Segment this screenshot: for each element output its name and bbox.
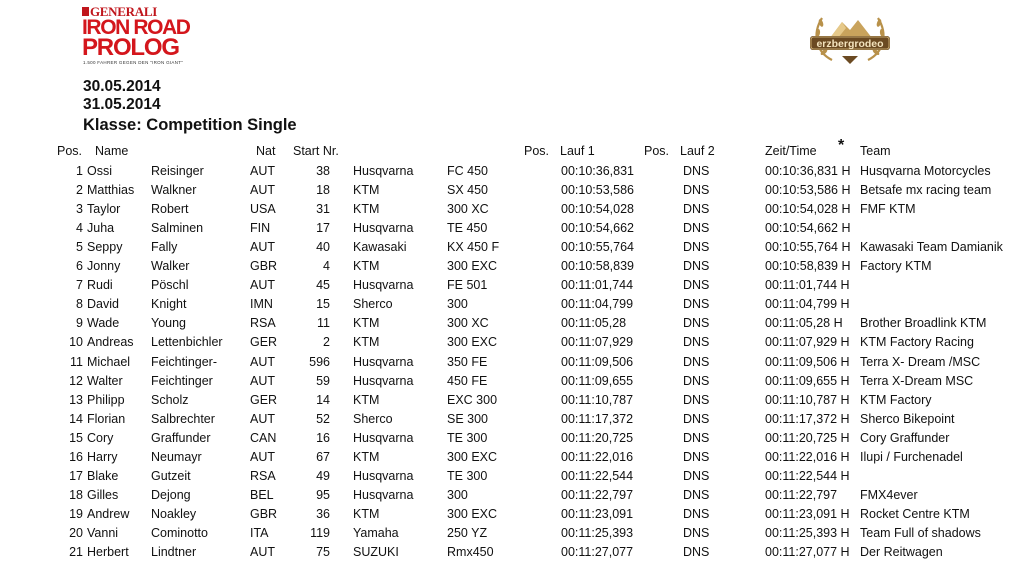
bike-model: 300 EXC [447,259,498,274]
rider-first-name: Taylor [87,202,121,217]
header-start-nr: Start Nr. [293,144,339,158]
start-number: 31 [316,202,330,217]
lauf1-time: 00:11:17,372 [561,411,634,426]
rider-first-name: Philipp [87,392,125,407]
total-time: 00:10:54,662 H [765,221,851,236]
lauf2-status: DNS [683,373,710,388]
bike-model: TE 450 [447,221,488,236]
table-row [0,374,1024,393]
result-pos: 14 [69,411,83,426]
start-number: 18 [316,183,330,198]
rider-last-name: Graffunder [151,430,211,445]
lauf2-status: DNS [683,487,710,502]
logo-right-text: erzbergrodeo [816,38,884,50]
bike-model: FE 501 [447,278,488,293]
table-row [0,526,1024,545]
start-number: 17 [316,221,330,236]
team-name: Betsafe mx racing team [860,183,992,198]
header-zeit: Zeit/Time [765,144,817,158]
lauf2-status: DNS [683,316,710,331]
team-name: Husqvarna Motorcycles [860,164,991,178]
rider-first-name: Gilles [87,487,119,502]
total-time: 00:11:23,091 H [765,506,850,521]
lauf1-time: 00:11:07,929 [561,335,634,350]
total-time: 00:10:53,586 H [765,183,851,198]
lauf1-time: 00:11:05,28 [561,316,627,331]
start-number: 11 [317,316,330,331]
result-pos: 18 [69,487,83,502]
start-number: 38 [316,164,330,178]
bike-model: EXC 300 [447,392,498,407]
bike-make: Yamaha [353,525,399,540]
bike-make: Husqvarna [353,373,414,388]
bike-make: SUZUKI [353,545,399,559]
start-number: 59 [316,373,330,388]
table-row [0,240,1024,259]
bike-make: Husqvarna [353,487,414,502]
bike-model: 350 FE [447,354,488,369]
bike-model: Rmx450 [447,545,494,559]
table-row [0,393,1024,412]
bike-make: KTM [353,183,380,198]
rider-nat: GER [250,392,278,407]
team-name: Team Full of shadows [860,525,981,540]
start-number: 52 [316,411,330,426]
team-name: Cory Graffunder [860,430,950,445]
table-row [0,469,1024,488]
rider-nat: AUT [250,278,275,293]
bike-model: KX 450 F [447,240,500,255]
bike-model: 300 EXC [447,506,498,521]
total-time: 00:11:27,077 H [765,545,850,559]
rider-first-name: Walter [87,373,123,388]
total-time: 00:10:55,764 H [765,240,851,255]
lauf2-status: DNS [683,449,710,464]
lauf1-time: 00:10:58,839 [561,259,634,274]
rider-nat: GBR [250,506,278,521]
rider-first-name: Andreas [87,335,134,350]
lauf2-status: DNS [683,392,710,407]
table-row [0,355,1024,374]
result-pos: 12 [69,373,83,388]
lauf2-status: DNS [683,525,710,540]
total-time: 00:11:09,655 H [765,373,850,388]
total-time: 00:11:10,787 H [765,392,850,407]
rider-last-name: Young [151,316,186,331]
bike-make: KTM [353,316,380,331]
logo-tagline: 1.500 FAHRER GEGEN DEN "IRON GIANT" [83,60,184,65]
rider-last-name: Robert [151,202,189,217]
header-star: * [838,137,845,154]
total-time: 00:11:17,372 H [765,411,850,426]
team-name: Der Reitwagen [860,545,943,559]
header-name: Name [95,144,129,158]
bike-make: Sherco [353,411,393,426]
header-pos-lauf1: Pos. [524,144,550,158]
result-pos: 17 [69,468,83,483]
start-number: 4 [323,259,330,274]
lauf2-status: DNS [683,164,710,178]
result-pos: 3 [76,202,83,217]
lauf2-status: DNS [683,202,710,217]
lauf1-time: 00:10:36,831 [561,164,634,178]
start-number: 67 [316,449,330,464]
result-pos: 2 [76,183,83,198]
start-number: 14 [316,392,330,407]
result-pos: 21 [69,545,83,559]
start-number: 95 [316,487,330,502]
table-row [0,545,1024,564]
table-row [0,297,1024,316]
logo-line1: IRON ROAD [82,16,190,39]
bike-make: KTM [353,506,380,521]
bike-model: 300 [447,297,468,312]
total-time: 00:11:22,016 H [765,449,850,464]
lauf1-time: 00:10:54,662 [561,221,634,236]
bike-make: Husqvarna [353,468,414,483]
total-time: 00:11:09,506 H [765,354,850,369]
header-pos-lauf2: Pos. [644,144,670,158]
result-pos: 6 [76,259,83,274]
lauf2-status: DNS [683,354,710,369]
team-name: FMF KTM [860,202,916,217]
bike-make: KTM [353,449,380,464]
lauf1-time: 00:11:09,655 [561,373,634,388]
rider-last-name: Scholz [151,392,189,407]
team-name: Rocket Centre KTM [860,506,970,521]
total-time: 00:11:20,725 H [765,430,850,445]
bike-make: Husqvarna [353,221,414,236]
result-pos: 1 [76,164,83,178]
bike-model: 300 EXC [447,449,498,464]
table-row [0,183,1024,202]
header-lauf2: Lauf 2 [680,144,715,158]
bike-make: Husqvarna [353,164,414,178]
bike-make: Husqvarna [353,278,414,293]
rider-nat: IMN [250,297,273,312]
rider-last-name: Walkner [151,183,197,198]
rider-last-name: Lindtner [151,545,197,559]
start-number: 2 [323,335,330,350]
header-nat: Nat [256,144,276,158]
rider-first-name: Matthias [87,183,135,198]
rider-nat: AUT [250,183,275,198]
lauf1-time: 00:11:22,016 [561,449,634,464]
lauf1-time: 00:11:25,393 [561,525,634,540]
bike-make: Kawasaki [353,240,407,255]
total-time: 00:10:54,028 H [765,202,851,217]
lauf1-time: 00:11:04,799 [561,297,634,312]
date-1: 30.05.2014 [83,78,161,95]
bike-make: Husqvarna [353,430,414,445]
team-name: Factory KTM [860,259,932,274]
bike-make: Sherco [353,297,393,312]
rider-first-name: Jonny [87,259,121,274]
table-row [0,507,1024,526]
total-time: 00:11:22,544 H [765,468,850,483]
lauf1-time: 00:11:10,787 [561,392,634,407]
bike-make: KTM [353,202,380,217]
rider-nat: AUT [250,545,275,559]
rider-nat: AUT [250,373,275,388]
start-number: 16 [316,430,330,445]
rider-last-name: Pöschl [151,278,189,293]
team-name: Kawasaki Team Damianik [860,240,1003,255]
result-pos: 13 [69,392,83,407]
bike-model: 300 [447,487,468,502]
total-time: 00:10:36,831 H [765,164,851,178]
rider-first-name: Andrew [87,506,130,521]
lauf2-status: DNS [683,411,710,426]
lauf1-time: 00:11:22,544 [561,468,634,483]
result-pos: 9 [76,316,83,331]
table-row [0,450,1024,469]
total-time: 00:11:01,744 H [765,278,850,293]
start-number: 75 [316,545,330,559]
lauf1-time: 00:10:55,764 [561,240,634,255]
rider-first-name: Herbert [87,545,129,559]
rider-first-name: Cory [87,430,114,445]
rider-last-name: Knight [151,297,187,312]
result-pos: 4 [76,221,83,236]
lauf2-status: DNS [683,297,710,312]
start-number: 15 [316,297,330,312]
rider-last-name: Salbrechter [151,411,215,426]
bike-model: 250 YZ [447,525,488,540]
rider-first-name: Florian [87,411,126,426]
table-row [0,316,1024,335]
logo-line2: PROLOG [82,34,179,61]
table-row [0,164,1024,183]
team-name: Brother Broadlink KTM [860,316,987,331]
rider-last-name: Noakley [151,506,197,521]
rider-nat: RSA [250,468,276,483]
lauf2-status: DNS [683,278,710,293]
lauf1-time: 00:10:53,586 [561,183,634,198]
rider-last-name: Reisinger [151,164,204,178]
lauf2-status: DNS [683,259,710,274]
rider-last-name: Cominotto [151,525,208,540]
rider-first-name: Blake [87,468,119,483]
rider-last-name: Lettenbichler [151,335,223,350]
rider-first-name: Seppy [87,240,123,255]
team-name: FMX4ever [860,487,918,502]
class-title: Klasse: Competition Single [83,116,297,134]
lauf2-status: DNS [683,335,710,350]
bike-model: 300 EXC [447,335,498,350]
total-time: 00:11:05,28 H [765,316,843,331]
rider-nat: AUT [250,164,275,178]
bike-model: 300 XC [447,202,489,217]
table-row [0,335,1024,354]
table-row [0,221,1024,240]
rider-last-name: Feichtinger- [151,354,217,369]
bike-model: TE 300 [447,468,488,483]
table-row [0,431,1024,450]
rider-first-name: Harry [87,449,118,464]
rider-first-name: David [87,297,119,312]
lauf2-status: DNS [683,506,710,521]
table-row [0,202,1024,221]
bike-model: 300 XC [447,316,489,331]
header-team: Team [860,144,891,158]
rider-last-name: Salminen [151,221,204,236]
table-row [0,278,1024,297]
start-number: 596 [309,354,330,369]
lauf1-time: 00:10:54,028 [561,202,634,217]
table-row [0,488,1024,507]
rider-last-name: Neumayr [151,449,202,464]
start-number: 45 [316,278,330,293]
rider-first-name: Vanni [87,525,119,540]
start-number: 40 [316,240,330,255]
bike-make: KTM [353,335,380,350]
lauf1-time: 00:11:22,797 [561,487,634,502]
lauf1-time: 00:11:01,744 [561,278,634,293]
rider-first-name: Michael [87,354,131,369]
date-2: 31.05.2014 [83,96,161,113]
rider-nat: FIN [250,221,271,236]
bike-model: 450 FE [447,373,488,388]
lauf1-time: 00:11:23,091 [561,506,634,521]
rider-last-name: Gutzeit [151,468,191,483]
lauf2-status: DNS [683,430,710,445]
bike-make: Husqvarna [353,354,414,369]
lauf2-status: DNS [683,545,710,559]
team-name: Sherco Bikepoint [860,411,955,426]
rider-first-name: Wade [87,316,120,331]
total-time: 00:10:58,839 H [765,259,851,274]
rider-nat: CAN [250,430,277,445]
rider-nat: ITA [250,525,269,540]
result-pos: 19 [69,506,83,521]
team-name: Ilupi / Furchenadel [860,449,963,464]
result-pos: 16 [69,449,83,464]
rider-last-name: Dejong [151,487,191,502]
team-name: Terra X-Dream MSC [860,373,974,388]
header-pos: Pos. [57,144,83,158]
rider-nat: AUT [250,240,275,255]
rider-last-name: Fally [151,240,178,255]
lauf2-status: DNS [683,221,710,236]
rider-first-name: Ossi [87,164,112,178]
lauf2-status: DNS [683,240,710,255]
bike-model: FC 450 [447,164,488,178]
bike-model: SX 450 [447,183,489,198]
bike-model: SE 300 [447,411,489,426]
start-number: 49 [316,468,330,483]
start-number: 36 [316,506,330,521]
result-pos: 11 [70,354,83,369]
result-pos: 8 [76,297,83,312]
logo-brand: GENERALI [90,4,157,19]
total-time: 00:11:25,393 H [765,525,850,540]
rider-nat: GER [250,335,278,350]
rider-first-name: Rudi [87,278,113,293]
rider-nat: RSA [250,316,276,331]
rider-nat: AUT [250,449,275,464]
header-lauf1: Lauf 1 [560,144,595,158]
lauf2-status: DNS [683,183,710,198]
total-time: 00:11:07,929 H [765,335,850,350]
start-number: 119 [310,525,330,540]
team-name: KTM Factory Racing [860,335,974,350]
bike-model: TE 300 [447,430,488,445]
total-time: 00:11:04,799 H [765,297,850,312]
result-pos: 7 [76,278,83,293]
rider-nat: AUT [250,411,275,426]
table-row [0,412,1024,431]
bike-make: KTM [353,259,380,274]
result-pos: 10 [69,335,83,350]
result-pos: 20 [69,525,83,540]
rider-last-name: Feichtinger [151,373,213,388]
bike-make: KTM [353,392,380,407]
rider-nat: AUT [250,354,275,369]
total-time: 00:11:22,797 [765,487,838,502]
rider-last-name: Walker [151,259,190,274]
team-name: KTM Factory [860,392,932,407]
table-row [0,259,1024,278]
rider-nat: USA [250,202,276,217]
lauf1-time: 00:11:20,725 [561,430,634,445]
result-pos: 5 [76,240,83,255]
lauf2-status: DNS [683,468,710,483]
team-name: Terra X- Dream /MSC [860,354,981,369]
rider-nat: BEL [250,487,274,502]
lauf1-time: 00:11:09,506 [561,354,634,369]
lauf1-time: 00:11:27,077 [561,545,634,559]
rider-first-name: Juha [87,221,115,236]
rider-nat: GBR [250,259,278,274]
result-pos: 15 [69,430,83,445]
